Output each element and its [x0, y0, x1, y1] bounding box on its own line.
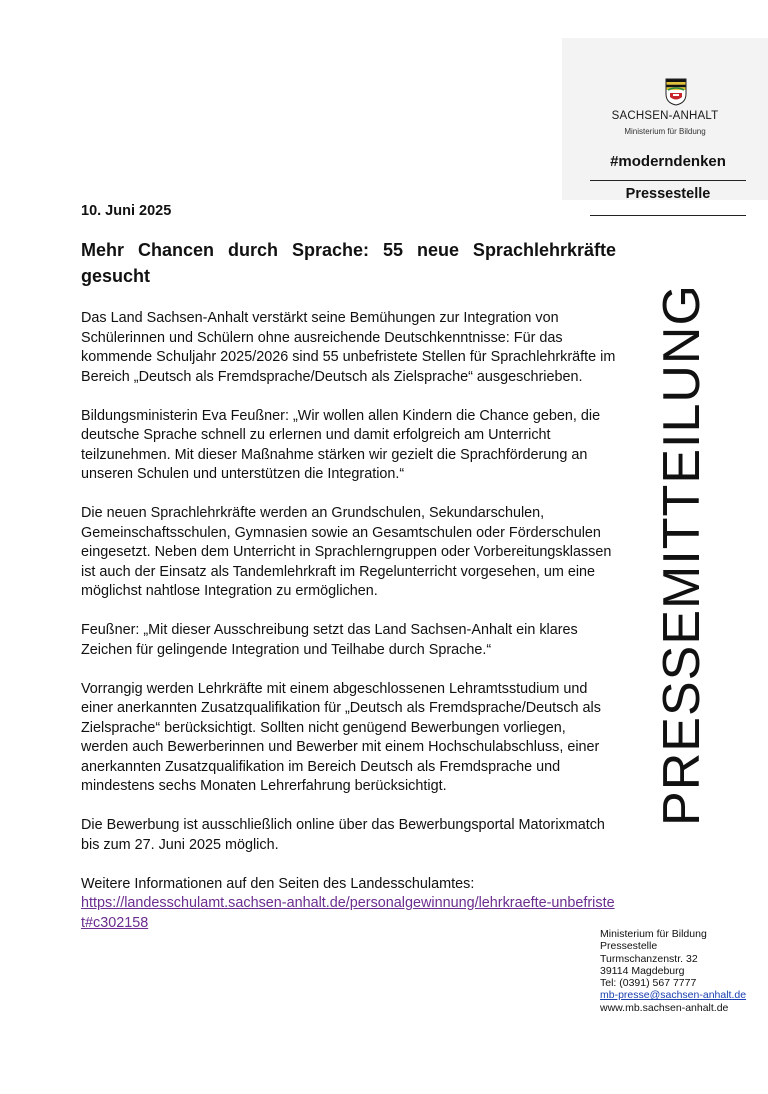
- paragraph: Die Bewerbung ist ausschließlich online über das Bewerbungsportal Matorixmatch bis zum 27. Juni 2025 möglich.: [81, 817, 605, 853]
- campaign-hashtag: #moderndenken: [610, 153, 726, 170]
- department-label: Pressestelle: [625, 186, 711, 202]
- footer-department: Pressestelle: [600, 940, 658, 953]
- paragraph: Die neuen Sprachlehrkräfte werden an Grundschulen, Sekundarschulen, Gemeinschaftsschulen, Gymnasien sowie an Gesamtschulen oder Förderschulen eingesetzt. Neben dem Unterricht in Sprachlerngruppen oder Vorbereitungsklassen ist auch der Einsatz als Tandemlehrkraft im Regelunterricht vorgesehen, um eine möglichst nahtlose Integration zu ermöglichen.: [81, 505, 612, 599]
- paragraph: Vorrangig werden Lehrkräfte mit einem abgeschlossenen Lehramtsstudium und einer anerkannten Zusatzqualifikation für „Deutsch als Fremdsprache/Deutsch als Zielsprache“ berücksichtigt. Sollten nicht genügend Bewerbungen vorliegen, werden auch Bewerberinnen und Bewerber mit einem Hochschulabschluss, einer anerkannten Zusatzqualifikation im Bereich Deutsch als Fremdsprache und mindestens sechs Monaten Lehrerfahrung berücksichtigt.: [81, 680, 601, 794]
- paragraph: Feußner: „Mit dieser Ausschreibung setzt das Land Sachsen-Anhalt ein klares Zeichen für gelingende Integration und Teilhabe durch Sprache.“: [81, 622, 578, 658]
- article: [81, 203, 616, 953]
- footer-street: Turmschanzenstr. 32: [600, 952, 698, 965]
- paragraph: Bildungsministerin Eva Feußner: „Wir wollen allen Kindern die Chance geben, die deutsche Sprache schnell zu erlernen und damit erfolgreich am Unterricht teilzunehmen. Mit dieser Maßnahme stärken wir gezielt die Sprachförderung an unseren Schulen und unterstützen die Integration.“: [81, 407, 601, 482]
- coat-of-arms-icon: [665, 78, 687, 106]
- brand-name: SACHSEN-ANHALT: [611, 110, 719, 122]
- more-info: [81, 875, 616, 934]
- footer-email-link[interactable]: mb-presse@sachsen-anhalt.de: [600, 989, 747, 1002]
- vertical-label: PRESSEMITTEILUNG: [653, 284, 711, 826]
- contact-block: [600, 928, 765, 1014]
- divider-top: [590, 180, 746, 181]
- press-release-date: 10. Juni 2025: [81, 203, 172, 219]
- footer-website[interactable]: www.mb.sachsen-anhalt.de: [600, 1001, 729, 1014]
- footer-city: 39114 Magdeburg: [600, 964, 685, 977]
- more-info-link[interactable]: https://landesschulamt.sachsen-anhalt.de/personalgewinnung/lehrkraefte-unbefristet#c302158: [81, 895, 615, 931]
- footer-phone: Tel: (0391) 567 7777: [600, 977, 697, 990]
- brand-subtitle: Ministerium für Bildung: [624, 127, 706, 136]
- vertical-banner: [652, 240, 712, 870]
- paragraph: Das Land Sachsen-Anhalt verstärkt seine Bemühungen zur Integration von Schülerinnen und Schülern ohne ausreichende Deutschkenntnisse: Für das kommende Schuljahr 2025/2026 sind 55 unbefristete Stellen für Sprachlehrkräfte im Bereich „Deutsch als Fremdsprache/Deutsch als Zielsprache“ ausgeschrieben.: [81, 310, 616, 385]
- press-release-title: Mehr Chancen durch Sprache: 55 neue Sprachlehrkräfte gesucht: [81, 240, 616, 286]
- footer-ministry: Ministerium für Bildung: [600, 928, 707, 940]
- more-info-label: Weitere Informationen auf den Seiten des Landesschulamtes:: [81, 875, 475, 892]
